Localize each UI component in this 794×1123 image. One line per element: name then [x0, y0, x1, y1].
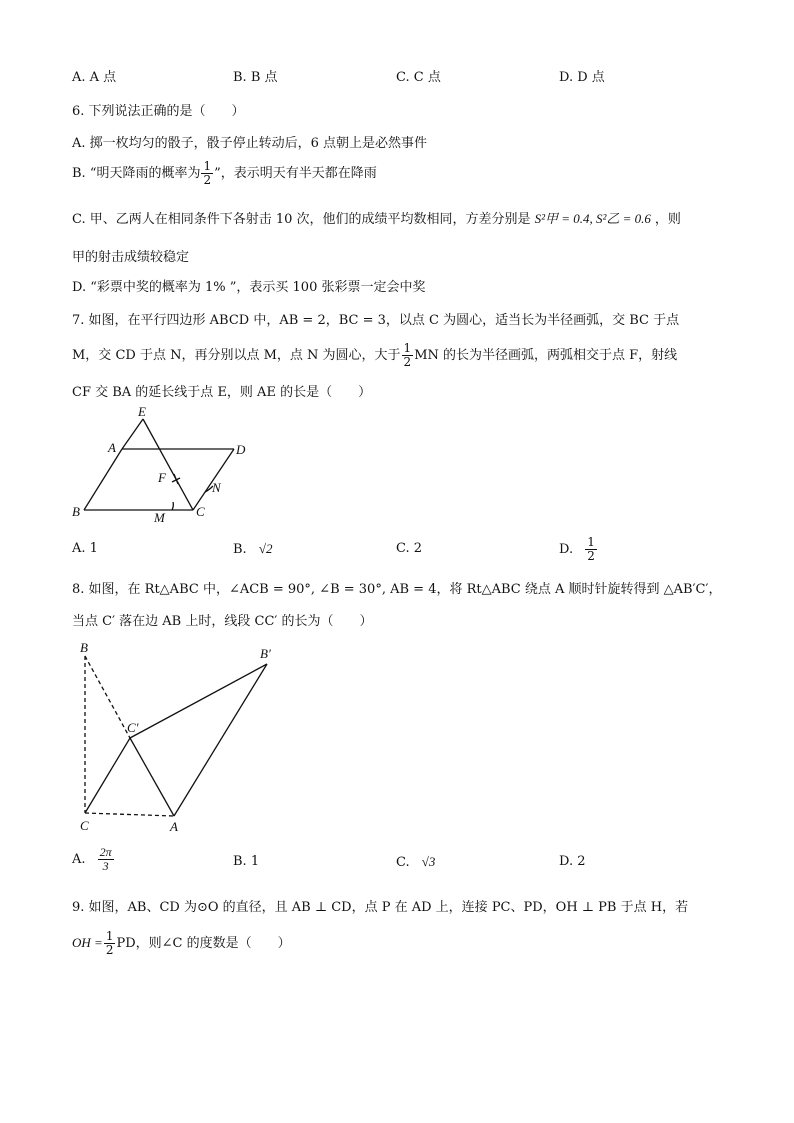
q9-line1: 9. 如图，AB、CD 为⊙O 的直径，且 AB ⊥ CD，点 P 在 AD 上，连接 PC、PD，OH ⊥ PB 于点 H，若 — [72, 900, 689, 915]
q7-line2-post: MN 的长为半径画弧，两弧相交于点 F，射线 — [414, 348, 678, 363]
q7-arc-f — [172, 474, 180, 484]
q9-frac-den: 2 — [105, 943, 114, 957]
q7-segment-ae — [122, 419, 143, 449]
q8-segment-ca — [85, 813, 174, 816]
q6-b-num: 1 — [203, 159, 212, 173]
q7-label-n: N — [212, 480, 221, 495]
q5-option-b: B. B 点 — [233, 70, 278, 85]
q6-c-math: S²甲 = 0.4, S²乙 = 0.6 — [534, 211, 651, 226]
q8-option-c-label: C. — [396, 855, 410, 870]
q8-option-a-fraction — [98, 846, 114, 873]
q7-option-d — [559, 536, 598, 563]
q6-option-d: D. “彩票中奖的概率为 1% ”，表示买 100 张彩票一定会中奖 — [72, 280, 426, 295]
q7-line1: 7. 如图，在平行四边形 ABCD 中，AB = 2，BC = 3，以点 C 为圆心，适当长为半径画弧，交 BC 于点 — [72, 313, 680, 328]
q8-label-b: B — [80, 640, 88, 655]
q6-b-den: 2 — [203, 173, 212, 187]
q9-line2-pre: OH = — [72, 935, 103, 950]
q8-rotation-figure — [70, 638, 290, 838]
q5-option-a: A. A 点 — [72, 70, 117, 85]
q7-parallelogram-figure — [70, 400, 260, 530]
q8-option-a-num: 2π — [99, 845, 112, 859]
q7-option-c: C. 2 — [396, 541, 423, 556]
q5-option-c: C. C 点 — [396, 70, 441, 85]
q7-option-d-fraction — [585, 536, 597, 563]
q7-option-b — [233, 541, 272, 557]
q7-label-c: C — [196, 504, 205, 519]
q8-label-b-prime: B′ — [260, 646, 271, 661]
q6-option-c — [72, 208, 681, 227]
q6-b-pre: B. “明天降雨的概率为 — [72, 166, 201, 181]
q7-option-d-num: 1 — [587, 535, 595, 549]
q7-label-e: E — [138, 404, 146, 419]
q7-option-a: A. 1 — [72, 541, 98, 556]
q8-option-c-value: √3 — [421, 854, 436, 869]
q8-option-c — [396, 854, 435, 870]
q7-label-d: D — [236, 442, 246, 457]
q7-option-d-label: D. — [559, 542, 574, 557]
q7-line2-pre: M，交 CD 于点 N，再分别以点 M，点 N 为圆心，大于 — [72, 348, 401, 363]
q7-line2 — [72, 342, 677, 369]
q8-option-d: D. 2 — [559, 854, 586, 869]
q9-fraction — [104, 930, 116, 957]
q7-segment-ba — [84, 449, 122, 510]
q7-frac-den: 2 — [403, 355, 412, 369]
q7-option-d-den: 2 — [587, 549, 595, 563]
q8-option-b: B. 1 — [233, 854, 260, 869]
q9-frac-num: 1 — [105, 929, 114, 943]
q7-fraction — [402, 342, 414, 369]
q8-line2: 当点 C′ 落在边 AB 上时，线段 CC′ 的长为（ ） — [72, 614, 373, 629]
q7-option-b-value: √2 — [258, 541, 273, 556]
q8-label-c-prime: C′ — [127, 720, 139, 735]
q7-frac-num: 1 — [403, 341, 412, 355]
q8-label-c: C — [80, 818, 89, 833]
q8-segment-a-b-prime — [174, 664, 267, 816]
q7-option-b-label: B. — [233, 542, 247, 557]
q7-label-f: F — [158, 470, 166, 485]
q6-c-pre: C. 甲、乙两人在相同条件下各射击 10 次，他们的成绩平均数相同，方差分别是 — [72, 212, 531, 227]
q6-stem: 6. 下列说法正确的是（ ） — [72, 104, 245, 119]
q7-arc-m — [172, 502, 173, 510]
q8-segment-cc-prime — [85, 738, 130, 813]
q6-b-post: ”，表示明天有半天都在降雨 — [214, 166, 377, 181]
q6-option-b — [72, 160, 377, 187]
q6-c-post: ，则 — [654, 212, 681, 227]
q6-option-a: A. 掷一枚均匀的骰子，骰子停止转动后，6 点朝上是必然事件 — [72, 136, 428, 151]
q7-ray-ce — [143, 419, 193, 510]
q8-segment-bc-prime — [85, 656, 130, 738]
q8-option-a-label: A. — [72, 852, 86, 867]
q7-label-a: A — [108, 440, 116, 455]
q8-option-a-den: 3 — [102, 859, 109, 873]
q9-line2 — [72, 930, 291, 957]
q7-label-m: M — [154, 510, 165, 525]
q7-line3: CF 交 BA 的延长线于点 E，则 AE 的长是（ ） — [72, 385, 372, 400]
q8-line1: 8. 如图，在 Rt△ABC 中，∠ACB = 90°, ∠B = 30°, AB = 4，将 Rt△ABC 绕点 A 顺时针旋转得到 △AB′C′， — [72, 582, 722, 597]
q6-b-fraction — [201, 160, 213, 187]
q5-option-d: D. D 点 — [559, 70, 605, 85]
q8-option-a — [72, 846, 115, 873]
q6-option-c-line2: 甲的射击成绩较稳定 — [72, 250, 190, 265]
q9-line2-post: PD，则∠C 的度数是（ ） — [116, 936, 291, 951]
q8-segment-c-prime-b-prime — [130, 664, 267, 738]
q8-segment-c-prime-a — [130, 738, 174, 816]
q7-label-b: B — [72, 504, 80, 519]
q8-label-a: A — [170, 819, 178, 834]
